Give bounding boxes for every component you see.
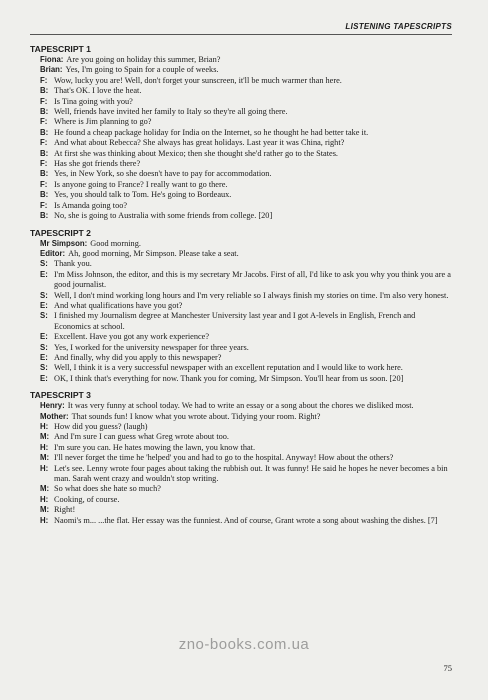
running-header: LISTENING TAPESCRIPTS <box>30 22 452 35</box>
dialogue-text: Yes, in New York, so she doesn't have to pay for accommodation. <box>54 169 272 179</box>
speaker-label: H: <box>40 515 49 525</box>
dialogue-line <box>30 363 452 373</box>
speaker-label: H: <box>40 442 49 452</box>
speaker-label: Mother: <box>40 411 69 421</box>
dialogue-text: OK, I think that's everything for now. Thank you for coming, Mr Simpson. You'll hear from us soon. [20] <box>54 373 404 383</box>
tapescript-content <box>30 44 452 532</box>
dialogue-line <box>30 211 452 221</box>
dialogue-text: Well, I don't mind working long hours and I'm very reliable so I always finish my stories on time. I'm also very honest. <box>54 290 449 300</box>
dialogue-text: Yes, you should talk to Tom. He's going to Bordeaux. <box>54 190 232 200</box>
dialogue-line <box>30 259 452 269</box>
dialogue-text: Good morning. <box>90 238 141 248</box>
speaker-label: E: <box>40 352 48 362</box>
dialogue-text: I finished my Journalism degree at Manchester University last year and I got A-levels in English, French and Economics at school. <box>54 311 416 331</box>
dialogue-text: Let's see. Lenny wrote four pages about taking the rubbish out. It was funny! He said he hopes he never becomes a bin man. Sarah went crazy and wouldn't stop writing. <box>54 463 448 484</box>
speaker-label: Mr Simpson: <box>40 238 88 248</box>
dialogue-line <box>30 128 452 138</box>
speaker-label: S: <box>40 342 48 352</box>
dialogue-text: Has she got friends there? <box>54 159 141 169</box>
speaker-label: S: <box>40 363 48 373</box>
tapescript-section <box>30 390 452 526</box>
dialogue-line <box>30 311 452 332</box>
dialogue-text: Cooking, of course. <box>54 494 120 504</box>
dialogue-line <box>30 270 452 291</box>
watermark-url: zno-books.com.ua <box>178 636 310 653</box>
dialogue-text: Yes, I worked for the university newspaper for three years. <box>54 342 249 352</box>
speaker-label: M: <box>40 484 50 494</box>
dialogue-line <box>30 401 452 411</box>
dialogue-line <box>30 432 452 442</box>
speaker-label: B: <box>40 190 49 200</box>
dialogue-line <box>30 422 452 432</box>
dialogue-text: Wow, lucky you are! Well, don't forget your sunscreen, it'll be much warmer than here. <box>54 75 342 85</box>
dialogue-line <box>30 464 452 485</box>
tapescript-section <box>30 44 452 222</box>
speaker-label: B: <box>40 211 49 221</box>
dialogue-line <box>30 159 452 169</box>
speaker-label: F: <box>40 75 48 85</box>
dialogue-line <box>30 180 452 190</box>
speaker-label: M: <box>40 432 50 442</box>
speaker-label: F: <box>40 179 48 189</box>
dialogue-line <box>30 169 452 179</box>
speaker-label: S: <box>40 259 48 269</box>
speaker-label: F: <box>40 159 48 169</box>
dialogue-text: And what qualifications have you got? <box>54 300 183 310</box>
dialogue-line <box>30 291 452 301</box>
dialogue-line <box>30 149 452 159</box>
dialogue-line <box>30 190 452 200</box>
speaker-label: F: <box>40 117 48 127</box>
dialogue-text: And I'm sure I can guess what Greg wrote about too. <box>54 432 229 442</box>
speaker-label: S: <box>40 311 48 321</box>
dialogue-line <box>30 65 452 75</box>
dialogue-line <box>30 97 452 107</box>
dialogue-text: That sounds fun! I know what you wrote about. Tidying your room. Right? <box>71 411 321 421</box>
speaker-label: H: <box>40 463 49 473</box>
dialogue-text: Is Tina going with you? <box>54 96 133 106</box>
speaker-label: H: <box>40 422 49 431</box>
dialogue-text: It was very funny at school today. We had to write an essay or a song about the chores we disliked most. <box>67 401 414 411</box>
dialogue-text: Right! <box>54 505 76 515</box>
speaker-label: M: <box>40 505 50 515</box>
speaker-label: B: <box>40 148 49 158</box>
dialogue-text: How did you guess? (laugh) <box>54 422 148 431</box>
dialogue-line <box>30 201 452 211</box>
section-title: TAPESCRIPT 1 <box>30 44 91 54</box>
dialogue-line <box>30 117 452 127</box>
speaker-label: H: <box>40 494 49 504</box>
dialogue-line <box>30 301 452 311</box>
speaker-label: M: <box>40 453 50 463</box>
dialogue-line <box>30 412 452 422</box>
dialogue-line <box>30 516 452 526</box>
dialogue-line <box>30 374 452 384</box>
dialogue-line <box>30 495 452 505</box>
dialogue-text: Naomi's m... ...the flat. Her essay was the funniest. And of course, Grant wrote a song about washing the dishes. [7] <box>54 515 438 525</box>
dialogue-text: Where is Jim planning to go? <box>54 117 152 127</box>
dialogue-line <box>30 353 452 363</box>
speaker-label: Fiona: <box>40 55 64 64</box>
dialogue-text: Are you going on holiday this summer, Brian? <box>66 55 221 64</box>
speaker-label: B: <box>40 107 49 117</box>
dialogue-text: I'm Miss Johnson, the editor, and this is my secretary Mr Jacobs. First of all, I'd like to ask you why you think you are a good journalist. <box>54 269 451 290</box>
speaker-label: S: <box>40 290 48 300</box>
speaker-label: B: <box>40 127 49 137</box>
speaker-label: B: <box>40 86 49 96</box>
dialogue-line <box>30 107 452 117</box>
dialogue-line <box>30 138 452 148</box>
speaker-label: E: <box>40 300 48 310</box>
dialogue-text: Well, friends have invited her family to Italy so they're all going there. <box>54 107 288 117</box>
dialogue-line <box>30 249 452 259</box>
tapescript-section <box>30 228 452 385</box>
page-number: 75 <box>443 663 452 673</box>
dialogue-text: So what does she hate so much? <box>54 484 161 494</box>
dialogue-line <box>30 76 452 86</box>
dialogue-text: No, she is going to Australia with some friends from college. [20] <box>54 211 273 221</box>
speaker-label: Henry: <box>40 401 65 411</box>
speaker-label: F: <box>40 96 48 106</box>
dialogue-line <box>30 343 452 353</box>
speaker-label: E: <box>40 373 48 383</box>
dialogue-text: I'll never forget the time he 'helped' you and had to go to the hospital. Anyway! How about the others? <box>54 453 394 463</box>
dialogue-text: That's OK. I love the heat. <box>54 86 142 96</box>
dialogue-text: Thank you. <box>54 259 92 269</box>
dialogue-line <box>30 86 452 96</box>
dialogue-text: Well, I think it is a very successful newspaper with an excellent reputation and I would like to work here. <box>54 363 403 373</box>
section-title: TAPESCRIPT 2 <box>30 227 91 238</box>
dialogue-text: Excellent. Have you got any work experience? <box>54 332 210 342</box>
speaker-label: E: <box>40 269 48 279</box>
speaker-label: E: <box>40 332 48 342</box>
dialogue-text: Is anyone going to France? I really want to go there. <box>54 179 228 189</box>
speaker-label: Brian: <box>40 65 63 75</box>
dialogue-line <box>30 505 452 515</box>
dialogue-text: Ah, good morning, Mr Simpson. Please take a seat. <box>68 248 239 258</box>
dialogue-line <box>30 443 452 453</box>
speaker-label: B: <box>40 169 49 179</box>
speaker-label: Editor: <box>40 248 66 258</box>
dialogue-line <box>30 55 452 65</box>
dialogue-text: And what about Rebecca? She always has great holidays. Last year it was China, right? <box>54 138 345 148</box>
dialogue-line <box>30 453 452 463</box>
speaker-label: F: <box>40 200 48 210</box>
dialogue-text: And finally, why did you apply to this newspaper? <box>54 352 222 362</box>
dialogue-line <box>30 332 452 342</box>
dialogue-text: Is Amanda going too? <box>54 200 128 210</box>
speaker-label: F: <box>40 138 48 148</box>
dialogue-text: Yes, I'm going to Spain for a couple of weeks. <box>65 65 219 75</box>
dialogue-line <box>30 484 452 494</box>
section-title: TAPESCRIPT 3 <box>30 390 91 401</box>
dialogue-line <box>30 239 452 249</box>
dialogue-text: He found a cheap package holiday for India on the Internet, so he thought he had better take it. <box>54 127 369 137</box>
dialogue-text: At first she was thinking about Mexico; then she thought she'd rather go to the States. <box>54 148 339 158</box>
dialogue-text: I'm sure you can. He hates mowing the lawn, you know that. <box>54 442 256 452</box>
